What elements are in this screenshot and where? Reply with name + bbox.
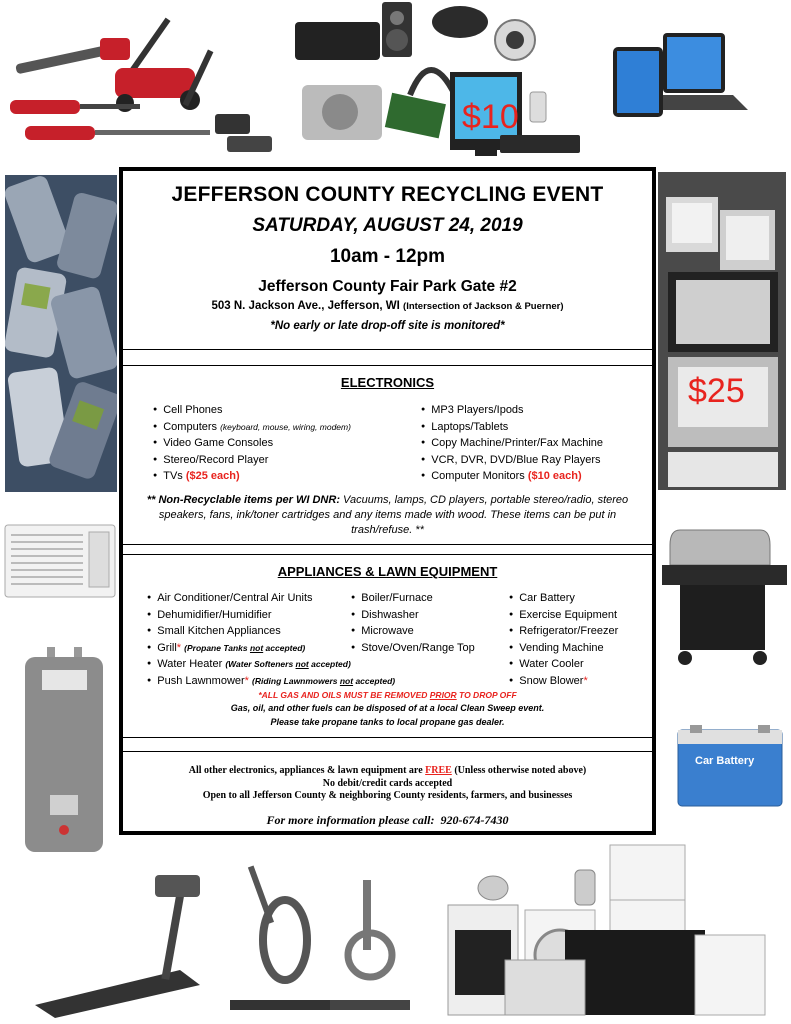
- list-item: ● MP3 Players/Ipods: [421, 403, 603, 420]
- water-heater-icon: [22, 645, 107, 855]
- event-location: Jefferson County Fair Park Gate #2: [258, 278, 517, 295]
- drop-off-notice: *No early or late drop-off site is monitored*: [270, 320, 505, 332]
- list-item: ● Stove/Oven/Range Top: [351, 641, 475, 658]
- kitchen-appliances-photo: [445, 840, 790, 1020]
- non-recyclable-note: [129, 493, 646, 538]
- list-item: ● Stereo/Record Player: [153, 453, 351, 470]
- list-item: ● Cell Phones: [153, 403, 351, 420]
- list-item: ● Refrigerator/Freezer: [509, 624, 618, 641]
- exercise-equipment-icon: [30, 860, 425, 1020]
- list-item: ● Car Battery: [509, 591, 618, 608]
- list-item: ● Air Conditioner/Central Air Units: [147, 591, 395, 608]
- propane-note: Please take propane tanks to local propane gas dealer.: [270, 717, 505, 727]
- list-item: ● Laptops/Tablets: [421, 420, 603, 437]
- monitors-tv-icon: [658, 172, 786, 490]
- list-item: ● Exercise Equipment: [509, 608, 618, 625]
- car-battery-icon: [675, 725, 785, 810]
- non-recyclable-label: ** Non-Recyclable items per WI DNR:: [146, 494, 340, 506]
- electronics-heading: ELECTRONICS: [340, 375, 435, 390]
- air-conditioner-icon: [3, 520, 118, 600]
- list-item: ● Boiler/Furnace: [351, 591, 475, 608]
- event-title: JEFFERSON COUNTY RECYCLING EVENT: [171, 183, 604, 206]
- list-item: ● Push Lawnmower* (Riding Lawnmowers not accepted): [147, 674, 395, 691]
- grill-photo: [660, 520, 788, 665]
- battery-brand-label: Car Battery: [695, 755, 755, 767]
- list-item: ● Water Heater (Water Softeners not accepted): [147, 657, 395, 674]
- contact-line: [123, 813, 652, 828]
- flyer-panel: [119, 167, 656, 835]
- cell-phones-photo: [5, 175, 117, 492]
- appliances-list-col3: [509, 591, 618, 691]
- list-item: ● Computer Monitors ($10 each): [421, 469, 603, 486]
- electronics-photo: [290, 0, 590, 165]
- list-item: ● Dishwasher: [351, 608, 475, 625]
- divider: [123, 349, 652, 350]
- list-item: ● TVs ($25 each): [153, 469, 351, 486]
- lawn-tools-photo: [5, 8, 280, 158]
- gas-disposal-note: Gas, oil, and other fuels can be disposed of at a local Clean Sweep event.: [230, 703, 545, 713]
- list-item: ● Microwave: [351, 624, 475, 641]
- kitchen-appliances-icon: [445, 840, 790, 1020]
- divider: [123, 544, 652, 545]
- event-intersection: (Intersection of Jackson & Puerner): [403, 301, 564, 312]
- divider: [123, 751, 652, 752]
- list-item: ● Small Kitchen Appliances: [147, 624, 395, 641]
- list-item: ● Computers (keyboard, mouse, wiring, modem): [153, 420, 351, 437]
- footer-payment-line: No debit/credit cards accepted: [322, 777, 453, 789]
- list-item: ● Dehumidifier/Humidifier: [147, 608, 395, 625]
- air-conditioner-photo: [3, 520, 118, 600]
- exercise-equipment-photo: [30, 860, 425, 1020]
- footer-free-line: All other electronics, appliances & lawn equipment are FREE (Unless otherwise noted above): [188, 765, 587, 776]
- non-recyclable-text: Vacuums, lamps, CD players, portable stereo/radio, stereo speakers, fans, ink/toner cartridges and any items made with wood. These items can be put in trash/refuse. **: [158, 494, 629, 536]
- list-item: ● Copy Machine/Printer/Fax Machine: [421, 436, 603, 453]
- footer-info: [123, 765, 652, 803]
- appliances-list-col2: [351, 591, 475, 657]
- list-item: ● Video Game Consoles: [153, 436, 351, 453]
- monitor-price-label: $10: [462, 98, 519, 136]
- laptop-tablet-icon: [608, 25, 768, 125]
- divider: [123, 737, 652, 738]
- list-item: ● VCR, DVR, DVD/Blue Ray Players: [421, 453, 603, 470]
- gas-warning: *ALL GAS AND OILS MUST BE REMOVED PRIOR TO DROP OFF: [258, 690, 517, 700]
- divider: [123, 365, 652, 366]
- list-item: ● Grill* (Propane Tanks not accepted): [147, 641, 395, 658]
- event-date: SATURDAY, AUGUST 24, 2019: [252, 215, 523, 236]
- water-heater-photo: [22, 645, 107, 855]
- event-address: 503 N. Jackson Ave., Jefferson, WI: [211, 300, 400, 312]
- event-address-line: [123, 300, 652, 312]
- electronics-list-left: [153, 403, 351, 486]
- electronics-list-right: [421, 403, 603, 486]
- electronics-icon: [290, 0, 590, 165]
- monitors-tv-photo: [658, 172, 786, 490]
- contact-label: For more information please call:: [266, 813, 435, 827]
- contact-phone: 920-674-7430: [440, 813, 509, 827]
- car-battery-photo: [675, 725, 785, 810]
- tv-price-label: $25: [688, 372, 745, 410]
- event-time: 10am - 12pm: [329, 246, 446, 267]
- cell-phones-icon: [5, 175, 117, 492]
- list-item: ● Water Cooler: [509, 657, 618, 674]
- grill-icon: [660, 520, 788, 665]
- list-item: ● Vending Machine: [509, 641, 618, 658]
- footer-eligibility-line: Open to all Jefferson County & neighboring County residents, farmers, and businesses: [202, 790, 573, 801]
- laptop-tablet-photo: [608, 25, 768, 125]
- appliances-heading: APPLIANCES & LAWN EQUIPMENT: [277, 564, 498, 579]
- divider: [123, 554, 652, 555]
- lawn-tools-icon: [5, 8, 280, 158]
- list-item: ● Snow Blower*: [509, 674, 618, 691]
